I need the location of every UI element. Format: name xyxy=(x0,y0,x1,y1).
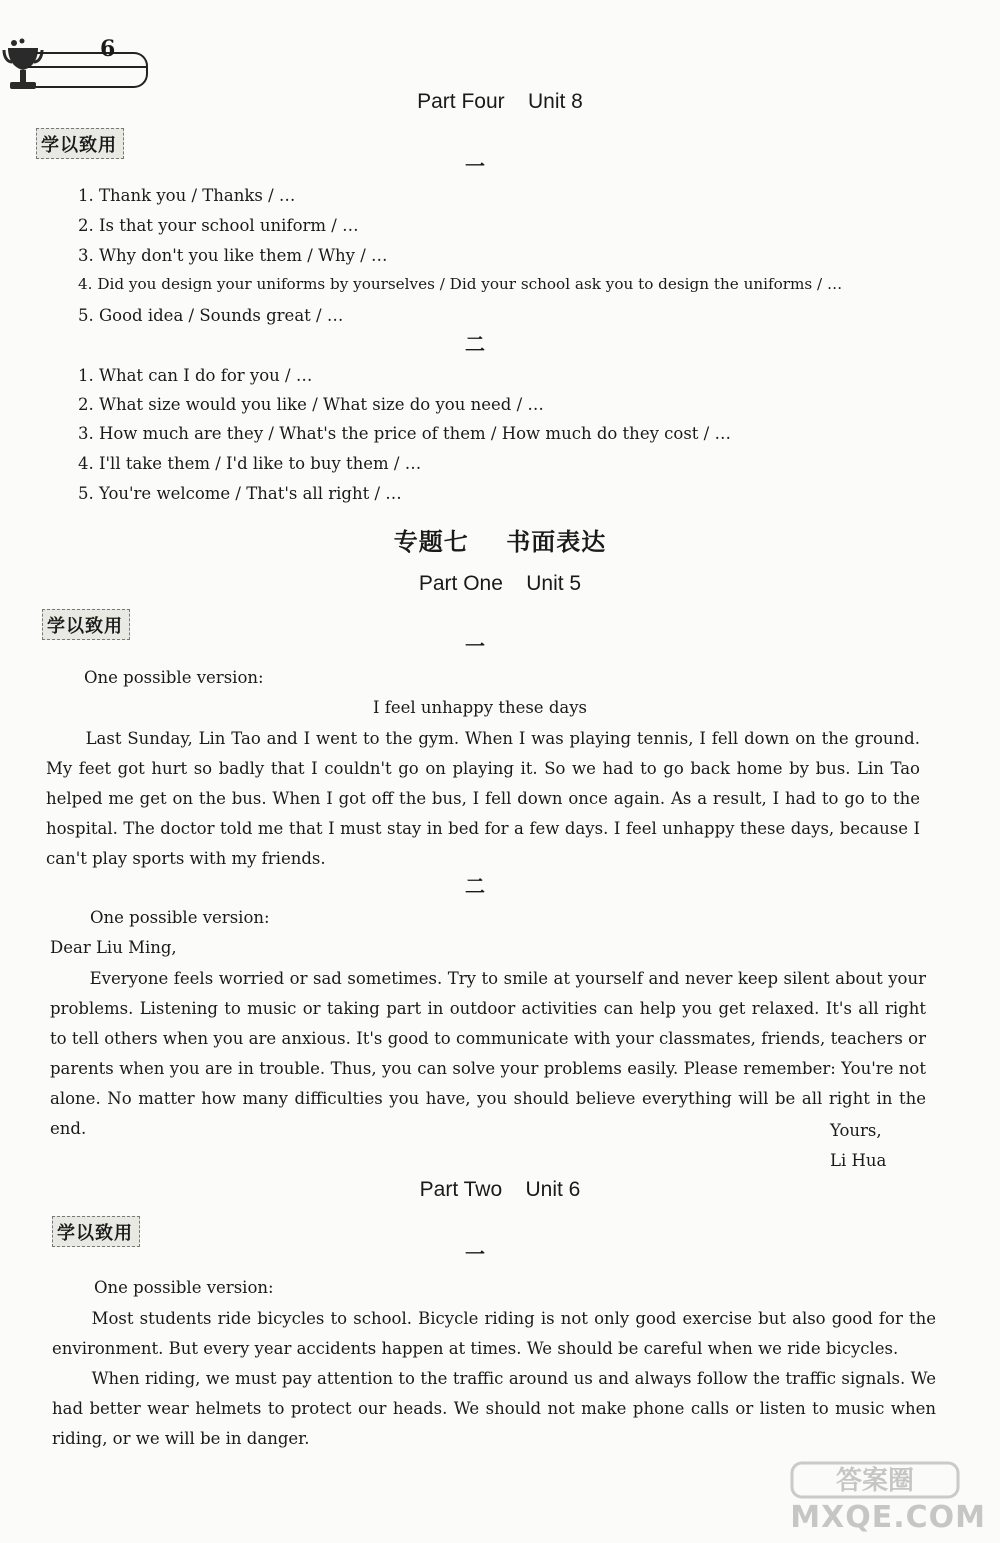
essay-paragraph: When riding, we must pay attention to the traffic around us and always follow the traffic signals. We had better wear helmets to protect our heads. We should not make phone calls or listen to music when riding, or we will be in danger. xyxy=(52,1369,936,1448)
version-intro: One possible version: xyxy=(94,1278,274,1297)
page-header xyxy=(0,20,160,78)
letter-salutation: Dear Liu Ming, xyxy=(50,938,177,957)
letter-paragraph xyxy=(50,964,926,1144)
section-heading: Part Two Unit 6 xyxy=(419,1178,581,1201)
essay-paragraph: Most students ride bicycles to school. Bicycle riding is not only good exercise but also good for the environment. But every year accidents happen at times. We should be careful when we ride bicycles. xyxy=(52,1309,936,1358)
essay-paragraphs xyxy=(52,1304,936,1454)
letter-closing: Yours, xyxy=(830,1121,882,1140)
page-number-frame xyxy=(36,52,148,88)
answer-item: 1. What can I do for you / … xyxy=(78,366,313,385)
practice-badge: 学以致用 xyxy=(52,1216,140,1247)
answer-item: 5. You're welcome / That's all right / … xyxy=(78,484,402,503)
letter-text: Everyone feels worried or sad sometimes. Try to smile at yourself and never keep silent about your problems. Listening to music or taking part in outdoor activities can help you get relaxed. It's all right to tell others when you are anxious. It's good to communicate with your classmates, friends, teachers or parents when you are in trouble. Thus, you can solve your problems easily. Please remember: You're not alone. No matter how many difficulties you have, you should believe everything will be all right in the end. xyxy=(50,969,926,1138)
answer-item: 4. Did you design your uniforms by yourselves / Did your school ask you to design the uniforms / … xyxy=(78,275,843,293)
answer-item: 1. Thank you / Thanks / … xyxy=(78,186,296,205)
version-intro: One possible version: xyxy=(90,908,270,927)
answer-item: 3. How much are they / What's the price of them / How much do they cost / … xyxy=(78,424,731,443)
answer-item: 5. Good idea / Sounds great / … xyxy=(78,306,344,325)
header-rule xyxy=(28,66,148,68)
topic-title: 专题七 书面表达 xyxy=(393,528,607,556)
group-marker: 二 xyxy=(465,874,485,898)
essay-text: Last Sunday, Lin Tao and I went to the gym. When I was playing tennis, I fell down on the ground. My feet got hurt so badly that I couldn't go on playing it. So we had to go back home by bus. Lin Tao helped me get on the bus. When I got off the bus, I fell down once again. As a result, I had to go to the hospital. The doctor told me that I must stay in bed for a few days. I feel unhappy these days, because I can't play sports with my friends. xyxy=(46,729,920,868)
answer-item: 2. Is that your school uniform / … xyxy=(78,216,359,235)
watermark-logo-text: 答案圈 xyxy=(835,1466,915,1496)
answer-item: 2. What size would you like / What size do you need / … xyxy=(78,395,544,414)
group-marker: 一 xyxy=(465,154,485,178)
section-heading: Part Four Unit 8 xyxy=(417,90,583,113)
section-heading: Part One Unit 5 xyxy=(418,572,582,595)
version-intro: One possible version: xyxy=(84,668,264,687)
group-marker: 一 xyxy=(465,1242,485,1266)
watermark-logo-icon xyxy=(790,1459,960,1499)
page-number: 6 xyxy=(100,36,116,62)
watermark-logo xyxy=(790,1459,960,1499)
essay-paragraph xyxy=(46,724,920,874)
watermark-text: MXQE.COM xyxy=(790,1500,986,1535)
answer-item: 3. Why don't you like them / Why / … xyxy=(78,246,388,265)
practice-badge: 学以致用 xyxy=(42,609,130,640)
letter-signature: Li Hua xyxy=(830,1151,887,1170)
group-marker: 二 xyxy=(465,332,485,356)
answer-item: 4. I'll take them / I'd like to buy them / … xyxy=(78,454,422,473)
essay-title: I feel unhappy these days xyxy=(372,698,588,717)
group-marker: 一 xyxy=(465,634,485,658)
practice-badge: 学以致用 xyxy=(36,128,124,159)
